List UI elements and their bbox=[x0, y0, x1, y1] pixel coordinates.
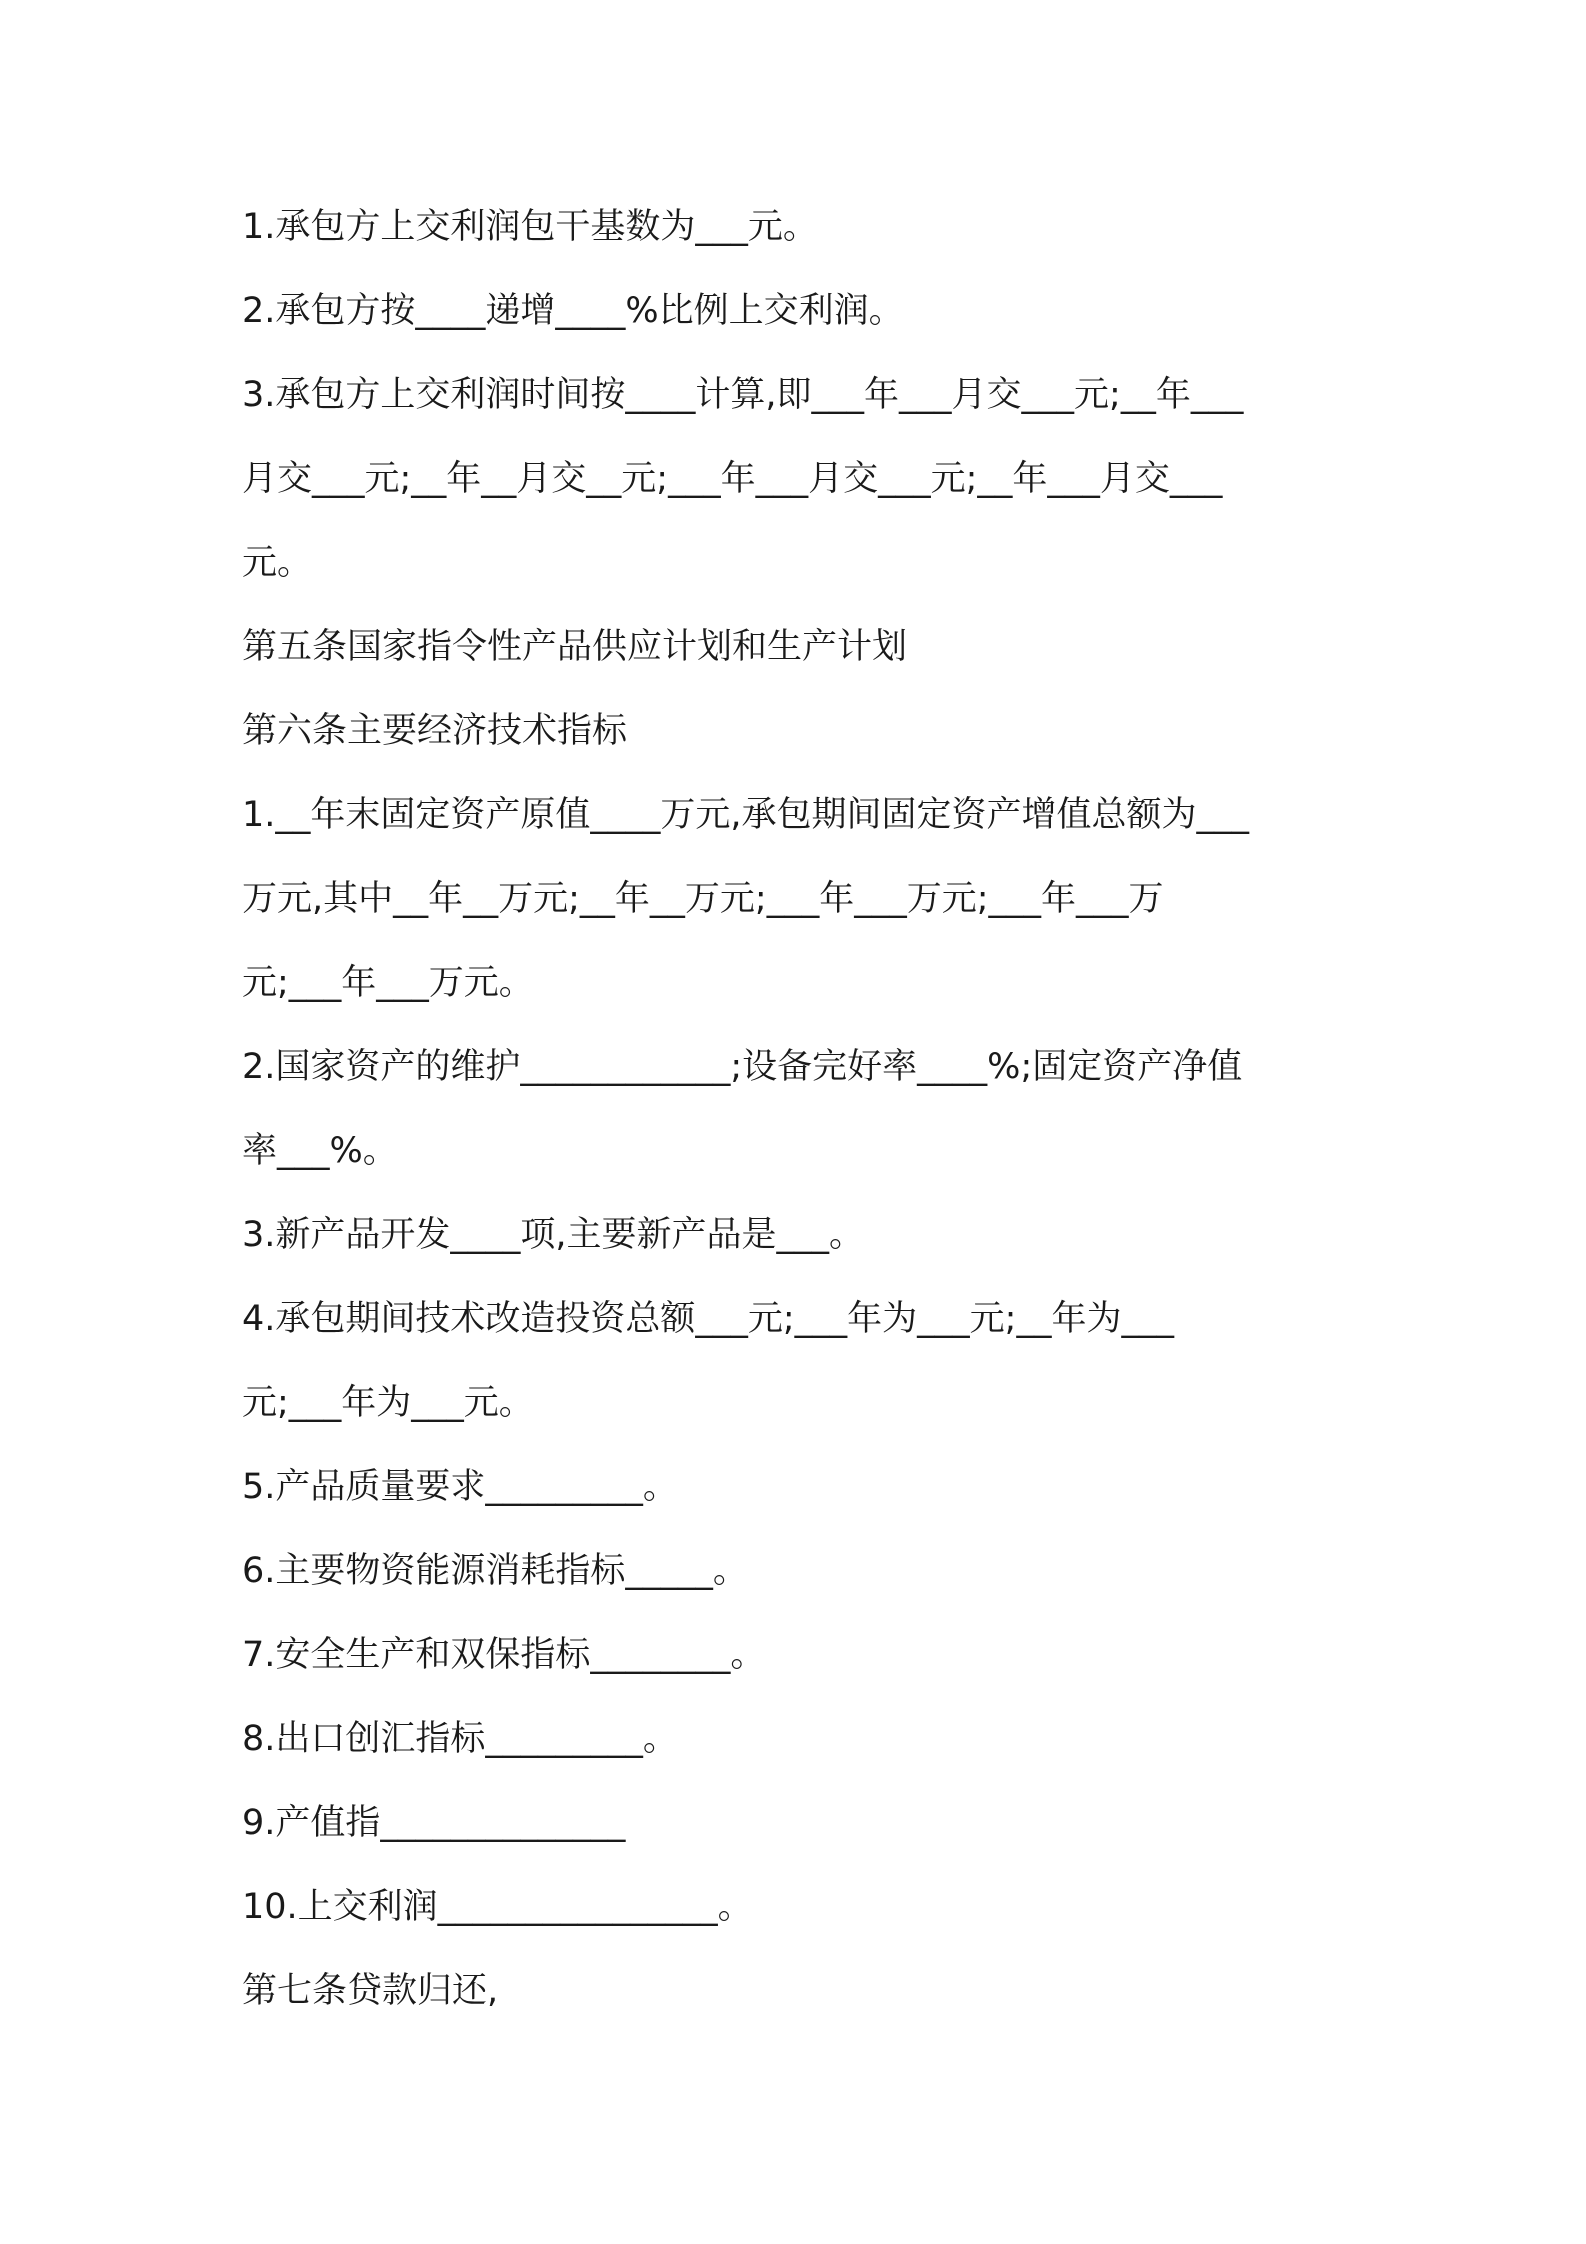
text-line-20: 9.产值指______________ bbox=[242, 1803, 626, 1843]
text-line-12: 率___%。 bbox=[242, 1131, 398, 1171]
text-line-21: 10.上交利润________________。 bbox=[242, 1887, 753, 1927]
text-line-1: 1.承包方上交利润包干基数为___元。 bbox=[242, 207, 818, 247]
text-line-19: 8.出口创汇指标_________。 bbox=[242, 1719, 678, 1759]
article-heading-7: 第七条贷款归还, bbox=[242, 1971, 499, 2011]
text-line-3: 3.承包方上交利润时间按____计算,即___年___月交___元;__年___ bbox=[242, 375, 1244, 415]
text-line-13: 3.新产品开发____项,主要新产品是___。 bbox=[242, 1215, 865, 1255]
article-heading-6: 第六条主要经济技术指标 bbox=[242, 711, 628, 751]
text-line-14: 4.承包期间技术改造投资总额___元;___年为___元;__年为___ bbox=[242, 1299, 1174, 1339]
text-line-9: 万元,其中__年__万元;__年__万元;___年___万元;___年___万 bbox=[242, 879, 1164, 919]
text-line-11: 2.国家资产的维护____________;设备完好率____%;固定资产净值 bbox=[242, 1047, 1243, 1087]
text-line-8: 1.__年末固定资产原值____万元,承包期间固定资产增值总额为___ bbox=[242, 795, 1250, 835]
text-line-15: 元;___年为___元。 bbox=[242, 1383, 534, 1423]
text-line-16: 5.产品质量要求_________。 bbox=[242, 1467, 678, 1507]
text-line-4: 月交___元;__年__月交__元;___年___月交___元;__年___月交___ bbox=[242, 459, 1223, 499]
text-line-18: 7.安全生产和双保指标________。 bbox=[242, 1635, 766, 1675]
text-line-2: 2.承包方按____递增____%比例上交利润。 bbox=[242, 291, 904, 331]
article-heading-5: 第五条国家指令性产品供应计划和生产计划 bbox=[242, 627, 908, 667]
text-line-5: 元。 bbox=[242, 543, 313, 583]
text-line-17: 6.主要物资能源消耗指标_____。 bbox=[242, 1551, 748, 1591]
text-line-10: 元;___年___万元。 bbox=[242, 963, 534, 1003]
